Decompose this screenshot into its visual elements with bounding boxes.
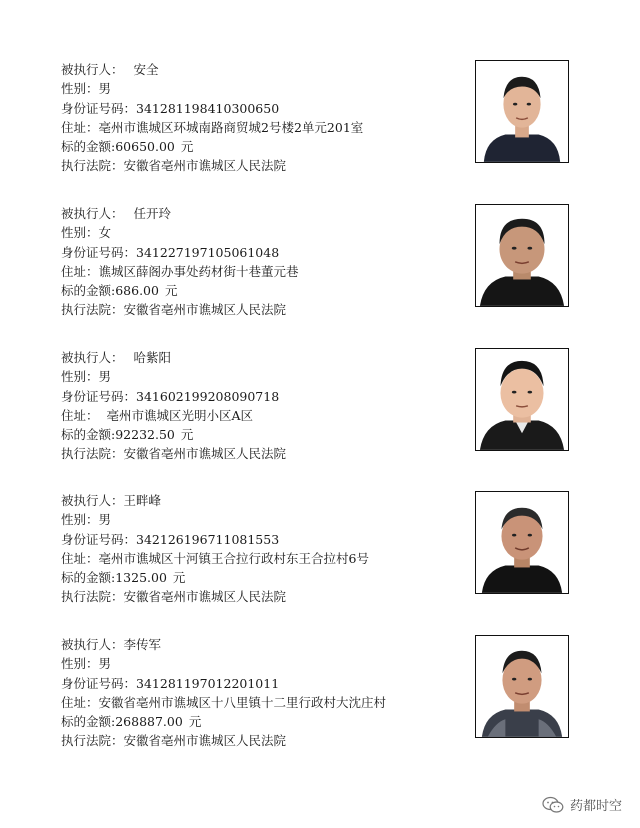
id-value: 341227197105061048 <box>136 244 280 260</box>
court-label: 执行法院： <box>61 446 124 462</box>
record-text <box>61 491 461 607</box>
id-line <box>61 387 461 406</box>
person-name: 李传军 <box>123 637 162 652</box>
portrait-icon <box>476 205 568 306</box>
amount-line <box>61 137 461 156</box>
portrait-photo <box>475 491 569 594</box>
person-name: 安全 <box>133 62 159 77</box>
record-text <box>61 60 461 176</box>
gender-label: 性别： <box>61 512 99 528</box>
person-line <box>61 60 461 79</box>
amount-value: 92232.50 <box>115 427 175 443</box>
record-1 <box>0 60 640 200</box>
amount-label: 标的金额: <box>61 427 116 443</box>
address-label: 住址： <box>61 263 99 279</box>
court-value: 安徽省亳州市谯城区人民法院 <box>123 733 287 749</box>
record-text <box>61 204 461 320</box>
gender-value: 女 <box>98 225 112 241</box>
person-line <box>61 348 461 367</box>
amount-value: 1325.00 <box>115 570 167 586</box>
gender-value: 男 <box>98 512 112 528</box>
amount-line <box>61 281 461 300</box>
amount-unit: 元 <box>180 427 194 443</box>
id-label: 身份证号码： <box>61 388 137 404</box>
id-value: 341602199208090718 <box>136 388 280 404</box>
id-value: 341281198410300650 <box>136 100 280 116</box>
person-label: 被执行人： <box>61 493 124 508</box>
portrait-icon <box>476 349 568 450</box>
record-3 <box>0 348 640 488</box>
court-value: 安徽省亳州市谯城区人民法院 <box>123 446 287 462</box>
record-4 <box>0 491 640 631</box>
court-value: 安徽省亳州市谯城区人民法院 <box>123 589 287 605</box>
id-label: 身份证号码： <box>61 675 137 691</box>
address-label: 住址： <box>61 407 99 423</box>
portrait-icon <box>476 636 568 737</box>
court-label: 执行法院： <box>61 589 124 605</box>
record-text <box>61 348 461 464</box>
court-label: 执行法院： <box>61 733 124 749</box>
gender-label: 性别： <box>61 81 99 97</box>
portrait-photo <box>475 60 569 163</box>
address-line <box>61 262 461 281</box>
amount-unit: 元 <box>172 570 186 586</box>
court-label: 执行法院： <box>61 158 124 174</box>
address-value: 亳州市谯城区十河镇王合拉行政村东王合拉村6号 <box>98 550 369 566</box>
address-line <box>61 406 461 425</box>
gender-value: 男 <box>98 656 112 672</box>
record-text <box>61 635 461 751</box>
person-label: 被执行人： <box>61 206 124 221</box>
amount-value: 268887.00 <box>115 714 183 730</box>
person-name: 王畔峰 <box>123 493 162 508</box>
court-label: 执行法院： <box>61 302 124 318</box>
gender-value: 男 <box>98 81 112 97</box>
portrait-icon <box>476 61 568 162</box>
portrait-photo <box>475 635 569 738</box>
address-value: 安徽省亳州市谯城区十八里镇十二里行政村大沈庄村 <box>98 694 387 710</box>
address-value: 亳州市谯城区环城南路商贸城2号楼2单元201室 <box>98 119 364 135</box>
court-line <box>61 587 461 606</box>
address-value: 谯城区薛阁办事处药材街十巷董元巷 <box>98 263 299 279</box>
address-label: 住址： <box>61 550 99 566</box>
amount-label: 标的金额: <box>61 283 116 299</box>
amount-value: 686.00 <box>115 283 159 299</box>
amount-line <box>61 712 461 731</box>
amount-label: 标的金额: <box>61 139 116 155</box>
record-2 <box>0 204 640 344</box>
id-value: 342126196711081553 <box>136 531 280 547</box>
id-value: 341281197012201011 <box>136 675 280 691</box>
gender-label: 性别： <box>61 656 99 672</box>
gender-line <box>61 223 461 242</box>
address-value: 亳州市谯城区光明小区A区 <box>98 407 253 423</box>
amount-value: 60650.00 <box>115 139 175 155</box>
address-line <box>61 549 461 568</box>
amount-line <box>61 568 461 587</box>
amount-unit: 元 <box>180 139 194 155</box>
person-label: 被执行人： <box>61 350 124 365</box>
person-line <box>61 635 461 654</box>
address-label: 住址： <box>61 694 99 710</box>
court-line <box>61 731 461 750</box>
court-value: 安徽省亳州市谯城区人民法院 <box>123 158 287 174</box>
watermark-text: 药都时空 <box>569 799 622 814</box>
person-label: 被执行人： <box>61 637 124 652</box>
court-line <box>61 444 461 463</box>
wechat-icon <box>542 796 564 814</box>
amount-unit: 元 <box>188 714 202 730</box>
gender-label: 性别： <box>61 369 99 385</box>
amount-label: 标的金额: <box>61 570 116 586</box>
id-line <box>61 243 461 262</box>
gender-line <box>61 510 461 529</box>
court-line <box>61 156 461 175</box>
id-line <box>61 99 461 118</box>
amount-label: 标的金额: <box>61 714 116 730</box>
portrait-photo <box>475 348 569 451</box>
amount-unit: 元 <box>164 283 178 299</box>
person-name: 任开玲 <box>133 206 172 221</box>
id-line <box>61 530 461 549</box>
person-name: 哈紫阳 <box>133 350 172 365</box>
portrait-icon <box>476 492 568 593</box>
person-line <box>61 204 461 223</box>
id-label: 身份证号码： <box>61 244 137 260</box>
court-line <box>61 300 461 319</box>
gender-line <box>61 79 461 98</box>
id-line <box>61 674 461 693</box>
gender-line <box>61 367 461 386</box>
gender-line <box>61 654 461 673</box>
gender-value: 男 <box>98 369 112 385</box>
person-label: 被执行人： <box>61 62 124 77</box>
id-label: 身份证号码： <box>61 100 137 116</box>
record-5 <box>0 635 640 775</box>
amount-line <box>61 425 461 444</box>
wechat-watermark <box>542 795 622 814</box>
address-line <box>61 693 461 712</box>
id-label: 身份证号码： <box>61 531 137 547</box>
court-value: 安徽省亳州市谯城区人民法院 <box>123 302 287 318</box>
person-line <box>61 491 461 510</box>
address-line <box>61 118 461 137</box>
gender-label: 性别： <box>61 225 99 241</box>
portrait-photo <box>475 204 569 307</box>
address-label: 住址： <box>61 119 99 135</box>
